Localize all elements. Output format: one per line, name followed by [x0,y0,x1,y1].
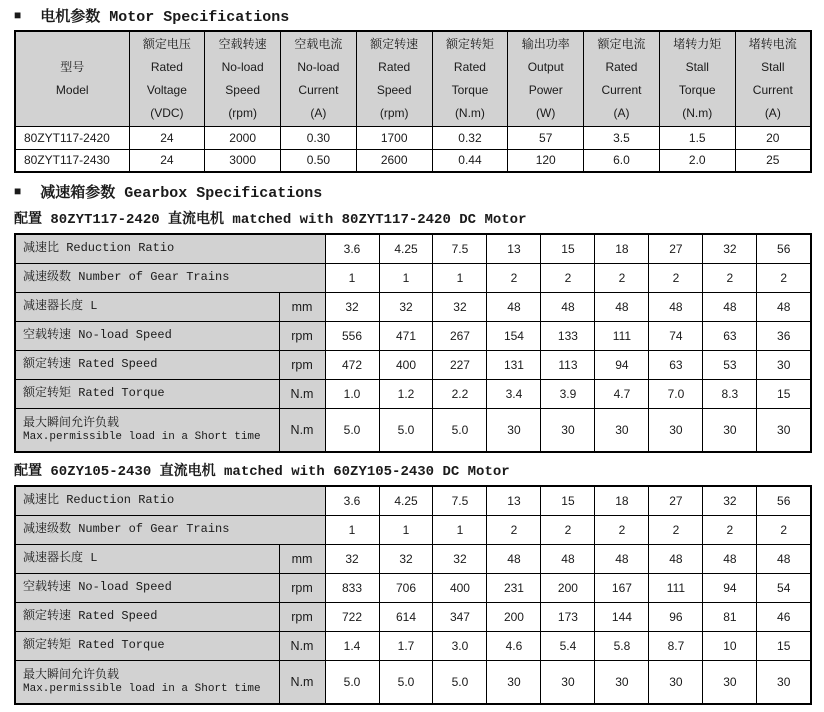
row-label-cell [15,321,279,350]
row-label-cell [15,573,279,602]
value-cell: 3.6 [325,486,379,515]
value-cell: 18 [595,486,649,515]
column-header-line: Rated [378,59,411,74]
value-cell: 2 [649,515,703,544]
column-header [432,31,508,126]
column-header [735,31,811,126]
value-cell: 48 [649,292,703,321]
column-header-line: (A) [613,105,630,120]
row-label-line: 减速比 Reduction Ratio [23,241,175,256]
value-cell: 1 [379,263,433,292]
value-cell: 30 [541,408,595,452]
value-cell: 74 [649,321,703,350]
value-cell: 30 [757,660,811,704]
motor-section-title: 电机参数 Motor Specifications [40,9,290,26]
unit-cell: rpm [279,350,325,379]
gearbox-table-body [15,486,811,704]
value-cell: 0.32 [432,126,508,149]
value-cell: 2 [703,515,757,544]
value-cell: 3.0 [433,631,487,660]
value-cell: 1 [325,263,379,292]
gearbox-table-80zyt117-2420 [14,233,812,453]
gearbox-table-60zy105-2430 [14,485,812,705]
column-header [508,31,584,126]
value-cell: 53 [703,350,757,379]
column-header-line: (N.m) [454,105,485,120]
value-cell: 2.2 [433,379,487,408]
column-header-line: Rated [453,59,486,74]
value-cell: 8.7 [649,631,703,660]
value-cell: 30 [649,660,703,704]
row-label-line: 额定转速 Rated Speed [23,357,158,371]
column-header [15,31,129,126]
unit-cell: mm [279,544,325,573]
row-label-line: 空载转速 No-load Speed [23,580,172,594]
value-cell: 2 [541,515,595,544]
value-cell: 3.4 [487,379,541,408]
value-cell: 27 [649,486,703,515]
square-bullet-icon: ■ [14,8,22,23]
value-cell: 400 [379,350,433,379]
value-cell: 1.7 [379,631,433,660]
value-cell: 30 [757,408,811,452]
value-cell: 400 [433,573,487,602]
unit-cell: N.m [279,660,325,704]
value-cell: 706 [379,573,433,602]
row-label-cell [15,631,279,660]
value-cell: 15 [757,631,811,660]
value-cell: 1 [433,515,487,544]
gearbox-config-heading-2: 配置 60ZY105-2430 直流电机 matched with 60ZY105-2430 DC Motor [14,464,510,480]
value-cell: 1700 [356,126,432,149]
value-cell: 30 [703,408,757,452]
value-cell: 5.0 [433,660,487,704]
value-cell: 24 [129,126,205,149]
row-label-line: 空载转速 No-load Speed [23,328,172,342]
column-header-line: Current [601,82,642,97]
value-cell: 6.0 [584,149,660,172]
value-cell: 154 [487,321,541,350]
value-cell: 2.0 [659,149,735,172]
row-label-line: 减速比 Reduction Ratio [23,493,175,508]
unit-cell: N.m [279,408,325,452]
value-cell: 2 [595,263,649,292]
value-cell: 30 [595,408,649,452]
gearbox-row [15,544,811,573]
gearbox-row [15,408,811,452]
motor-section-heading [14,6,812,25]
value-cell: 94 [703,573,757,602]
value-cell: 54 [757,573,811,602]
value-cell: 7.5 [433,234,487,263]
value-cell: 4.6 [487,631,541,660]
unit-cell: rpm [279,602,325,631]
value-cell: 267 [433,321,487,350]
value-cell: 2 [487,263,541,292]
value-cell: 15 [541,234,595,263]
value-cell: 48 [757,544,811,573]
row-label-cell [15,379,279,408]
value-cell: 18 [595,234,649,263]
value-cell: 4.25 [379,234,433,263]
value-cell: 30 [541,660,595,704]
value-cell: 722 [325,602,379,631]
value-cell: 471 [379,321,433,350]
unit-cell: mm [279,292,325,321]
value-cell: 2 [649,263,703,292]
column-header-line: Rated [605,59,638,74]
value-cell: 10 [703,631,757,660]
unit-cell: N.m [279,379,325,408]
column-header-line: Stall [761,59,785,74]
model-cell: 80ZYT117-2420 [15,126,129,149]
value-cell: 2600 [356,149,432,172]
column-header-line: 输出功率 [521,36,570,51]
value-cell: 472 [325,350,379,379]
value-cell: 1 [433,263,487,292]
value-cell: 63 [649,350,703,379]
value-cell: 111 [595,321,649,350]
column-header-line: Current [298,82,339,97]
value-cell: 5.0 [379,408,433,452]
row-label-cell [15,602,279,631]
column-header [205,31,281,126]
gearbox-row [15,350,811,379]
column-header-line: No-load [297,59,340,74]
square-bullet-icon: ■ [14,184,22,199]
value-cell: 32 [703,234,757,263]
gearbox-section-title: 减速箱参数 Gearbox Specifications [40,185,323,202]
value-cell: 2 [757,263,811,292]
row-label-cell [15,486,325,515]
column-header-line: (rpm) [228,105,257,120]
value-cell: 0.30 [281,126,357,149]
row-label-line: 最大瞬间允许负载 [23,667,120,682]
value-cell: 48 [703,544,757,573]
gearbox-row [15,602,811,631]
value-cell: 200 [541,573,595,602]
row-label-cell [15,660,279,704]
value-cell: 556 [325,321,379,350]
gearbox-row [15,379,811,408]
column-header-line: 额定电压 [142,36,191,51]
row-label-cell [15,515,325,544]
value-cell: 3.6 [325,234,379,263]
value-cell: 48 [541,544,595,573]
column-header-line: No-load [221,59,264,74]
motor-data-row [15,126,811,149]
row-label-line: Max.permissible load in a Short time [23,682,261,695]
value-cell: 46 [757,602,811,631]
gearbox-row [15,660,811,704]
column-header-line: Voltage [146,82,187,97]
column-header [356,31,432,126]
motor-header-row [15,31,811,126]
value-cell: 32 [379,544,433,573]
value-cell: 5.0 [433,408,487,452]
value-cell: 81 [703,602,757,631]
value-cell: 1.2 [379,379,433,408]
motor-specifications-table [14,30,812,173]
motor-table-header [15,31,811,126]
value-cell: 30 [649,408,703,452]
column-header-line: 额定转速 [370,36,419,51]
value-cell: 4.25 [379,486,433,515]
value-cell: 5.0 [325,408,379,452]
value-cell: 48 [487,292,541,321]
value-cell: 1 [325,515,379,544]
row-label-line: Max.permissible load in a Short time [23,430,261,443]
value-cell: 2 [541,263,595,292]
gearbox-row [15,486,811,515]
row-label-cell [15,408,279,452]
column-header-line: Torque [451,82,489,97]
column-header-line: 额定转矩 [445,36,494,51]
value-cell: 32 [325,544,379,573]
value-cell: 48 [649,544,703,573]
value-cell: 144 [595,602,649,631]
column-header-line: Model [55,82,89,97]
value-cell: 7.5 [433,486,487,515]
column-header-line: Power [528,82,563,97]
value-cell: 120 [508,149,584,172]
value-cell: 231 [487,573,541,602]
row-label-line: 额定转速 Rated Speed [23,609,158,623]
value-cell: 27 [649,234,703,263]
value-cell: 2 [487,515,541,544]
row-label-line: 减速器长度 L [23,299,98,313]
model-cell: 80ZYT117-2430 [15,149,129,172]
value-cell: 2 [757,515,811,544]
column-header [659,31,735,126]
gearbox-section-heading [14,182,812,201]
value-cell: 32 [433,292,487,321]
value-cell: 614 [379,602,433,631]
value-cell: 2 [703,263,757,292]
value-cell: 36 [757,321,811,350]
value-cell: 0.50 [281,149,357,172]
value-cell: 32 [379,292,433,321]
value-cell: 48 [757,292,811,321]
gearbox-row [15,515,811,544]
column-header-line: (A) [310,105,327,120]
value-cell: 7.0 [649,379,703,408]
value-cell: 0.44 [432,149,508,172]
row-label-cell [15,350,279,379]
value-cell: 227 [433,350,487,379]
column-header-line: Speed [376,82,412,97]
column-header-line: Output [527,59,564,74]
value-cell: 200 [487,602,541,631]
value-cell: 2000 [205,126,281,149]
row-label-line: 减速级数 Number of Gear Trains [23,270,230,284]
value-cell: 1.4 [325,631,379,660]
row-label-cell [15,234,325,263]
value-cell: 5.8 [595,631,649,660]
value-cell: 15 [757,379,811,408]
column-header-line: (N.m) [682,105,713,120]
column-header-line: Torque [678,82,716,97]
value-cell: 1.0 [325,379,379,408]
value-cell: 833 [325,573,379,602]
value-cell: 113 [541,350,595,379]
column-header-line: (VDC) [150,105,184,120]
value-cell: 56 [757,234,811,263]
gearbox-row [15,631,811,660]
value-cell: 48 [595,544,649,573]
column-header-line: 堵转电流 [748,36,797,51]
gearbox-config-heading-1: 配置 80ZYT117-2420 直流电机 matched with 80ZYT117-2420 DC Motor [14,212,527,228]
value-cell: 48 [541,292,595,321]
row-label-line: 额定转矩 Rated Torque [23,638,165,652]
value-cell: 347 [433,602,487,631]
value-cell: 20 [735,126,811,149]
row-label-line: 额定转矩 Rated Torque [23,386,165,400]
value-cell: 2 [595,515,649,544]
value-cell: 5.4 [541,631,595,660]
gearbox-table-body [15,234,811,452]
value-cell: 3.5 [584,126,660,149]
value-cell: 32 [433,544,487,573]
value-cell: 48 [487,544,541,573]
column-header-line: Rated [150,59,183,74]
value-cell: 32 [703,486,757,515]
value-cell: 173 [541,602,595,631]
motor-data-row [15,149,811,172]
value-cell: 96 [649,602,703,631]
value-cell: 57 [508,126,584,149]
column-header-line: (A) [764,105,781,120]
row-label-cell [15,263,325,292]
value-cell: 30 [595,660,649,704]
row-label-line: 减速器长度 L [23,551,98,565]
value-cell: 1.5 [659,126,735,149]
column-header-line: (W) [536,105,556,120]
value-cell: 133 [541,321,595,350]
value-cell: 167 [595,573,649,602]
column-header [129,31,205,126]
row-label-cell [15,544,279,573]
value-cell: 30 [487,660,541,704]
column-header-line: 型号 [60,59,85,74]
column-header-line: (rpm) [379,105,409,120]
column-header [584,31,660,126]
value-cell: 8.3 [703,379,757,408]
value-cell: 13 [487,234,541,263]
row-label-line: 减速级数 Number of Gear Trains [23,522,230,536]
row-label-line: 最大瞬间允许负载 [23,415,120,430]
gearbox-row [15,263,811,292]
value-cell: 48 [595,292,649,321]
unit-cell: N.m [279,631,325,660]
value-cell: 3.9 [541,379,595,408]
value-cell: 30 [757,350,811,379]
value-cell: 13 [487,486,541,515]
column-header-line: 堵转力矩 [673,36,722,51]
column-header-line: 空载转速 [218,36,267,51]
value-cell: 111 [649,573,703,602]
value-cell: 94 [595,350,649,379]
column-header-line: 额定电流 [597,36,646,51]
column-header-line: Speed [225,82,260,97]
value-cell: 32 [325,292,379,321]
column-header-line: Current [752,82,793,97]
value-cell: 5.0 [325,660,379,704]
value-cell: 30 [487,408,541,452]
value-cell: 48 [703,292,757,321]
motor-table-body [15,126,811,172]
column-header-line: 空载电流 [294,36,343,51]
gearbox-row [15,321,811,350]
row-label-cell [15,292,279,321]
value-cell: 63 [703,321,757,350]
value-cell: 24 [129,149,205,172]
value-cell: 3000 [205,149,281,172]
value-cell: 15 [541,486,595,515]
gearbox-row [15,573,811,602]
value-cell: 56 [757,486,811,515]
value-cell: 30 [703,660,757,704]
value-cell: 4.7 [595,379,649,408]
gearbox-row [15,234,811,263]
value-cell: 1 [379,515,433,544]
value-cell: 5.0 [379,660,433,704]
value-cell: 131 [487,350,541,379]
column-header [281,31,357,126]
unit-cell: rpm [279,321,325,350]
gearbox-row [15,292,811,321]
column-header-line: Stall [685,59,709,74]
value-cell: 25 [735,149,811,172]
unit-cell: rpm [279,573,325,602]
